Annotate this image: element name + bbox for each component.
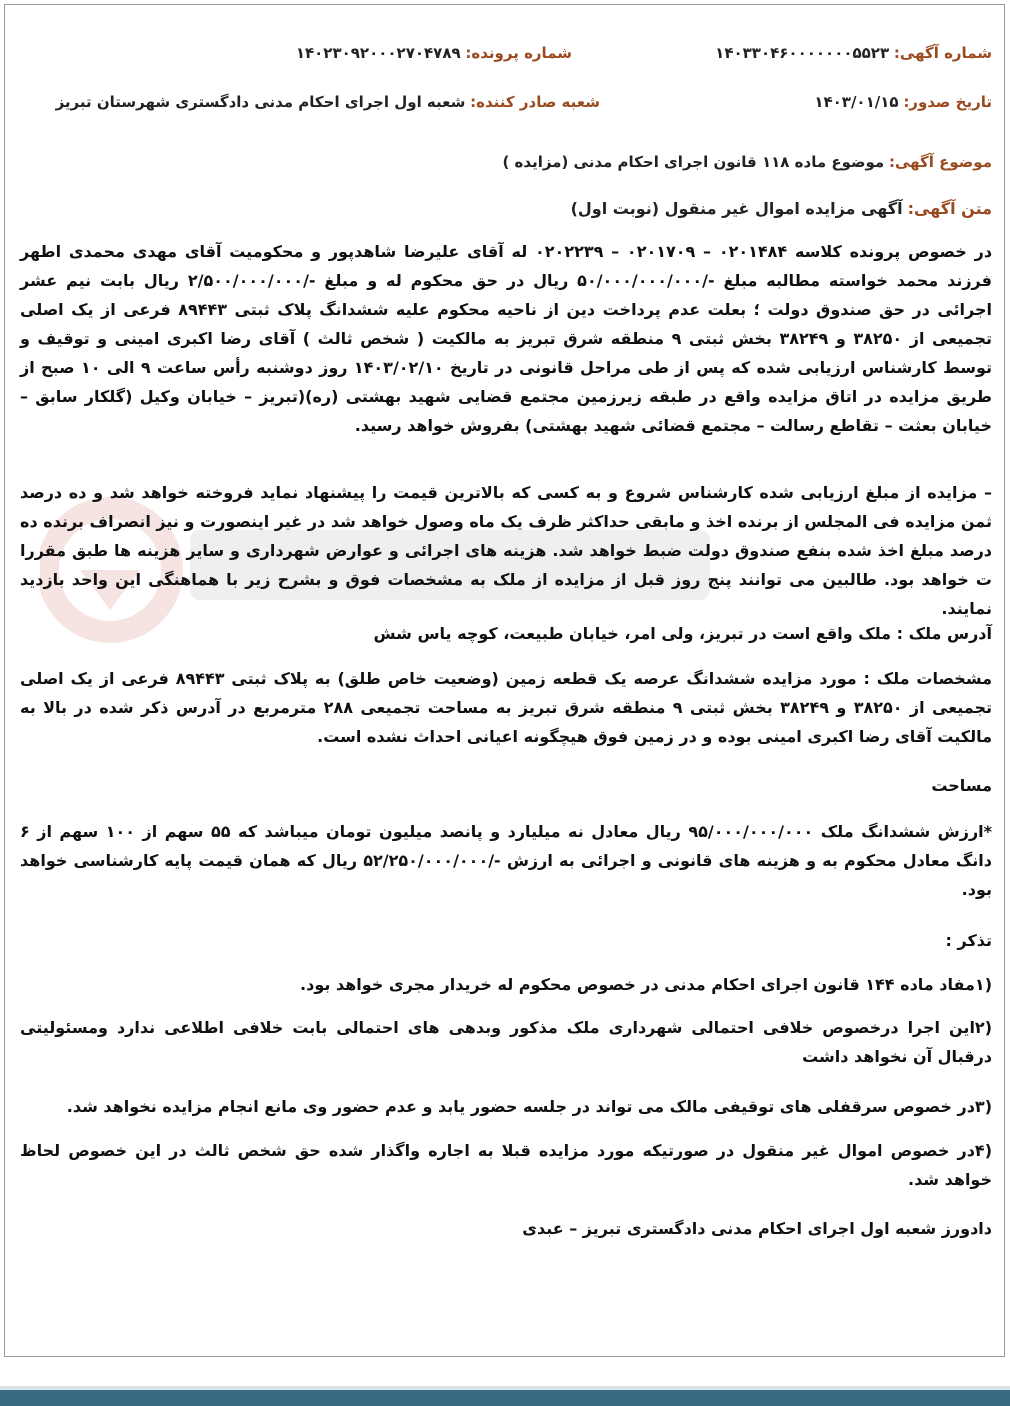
property-specs: مشخصات ملک : مورد مزایده ششدانگ عرصه یک قطعه زمین (وضعیت خاص طلق) به پلاک ثبتی ۸۹۴۴۳ فرعی از یک اصلی تجمیعی از ۳۸۲۵۰ و ۳۸۲۴۹ بخش ثبتی ۹ منطقه شرق تبریز به مساحت تجمیعی ۲۸۸ مترمربع در آدرس ذکر شده در بالا به مالکیت آقای رضا اکبری امینی بوده و در زمین فوق هیچگونه اعیانی احداث نشده است. [20, 669, 993, 746]
case-paragraph: در خصوص پرونده کلاسه ۰۲۰۱۴۸۴ – ۰۲۰۱۷۰۹ – ۰۲۰۲۲۳۹ له آقای علیرضا شاهدپور و محکومیت آقای مهدی محمدی اطهر فرزند محمد خواسته مطالبه مبلغ -/۵۰/۰۰۰/۰۰۰/۰۰۰ ریال در حق محکوم له و مبلغ -/۲/۵۰۰/۰۰۰/۰۰۰ ریال بابت نیم عشر اجرائی در حق صندوق دولت ؛ بعلت عدم پرداخت دین از ناحیه محکوم علیه ششدانگ پلاک ثبتی ۸۹۴۴۳ فرعی از یک اصلی تجمیعی از ۳۸۲۵۰ و ۳۸۲۴۹ بخش ثبتی ۹ منطقه شرق تبریز به مالکیت ( شخص ثالث ) آقای رضا اکبری امینی و توقیف و توسط کارشناس ارزیابی شده که پس از طی مراحل قانونی در تاریخ ۱۴۰۳/۰۲/۱۰ روز دوشنبه رأس ساعت ۹ الی ۱۰ صبح از طریق مزایده در اتاق مزایده واقع در طبقه زیرزمین مجتمع قضایی شهید بهشتی (ره)(تبریز – خیابان وکیل (گلکار سابق – خیابان بعثت – تقاطع رسالت – مجتمع قضائی شهید بهشتی) بفروش خواهد رسید. [20, 242, 993, 435]
property-value: *ارزش ششدانگ ملک ۹۵/۰۰۰/۰۰۰/۰۰۰ ریال معادل نه میلیارد و پانصد میلیون تومان میباشد که ۵۵ سهم از ۱۰۰ سهم از ۶ دانگ معادل محکوم به و هزینه های قانونی و اجرائی به ارزش -/۵۲/۲۵۰/۰۰۰/۰۰۰ ریال که همان قیمت پایه کارشناسی خواهد بود. [20, 822, 993, 899]
ad-number-row [715, 44, 992, 62]
case-number: ۱۴۰۲۳۰۹۲۰۰۰۲۷۰۴۷۸۹ [295, 44, 461, 62]
text-label: متن آگهی: [907, 199, 992, 218]
auction-terms-paragraph: – مزایده از مبلغ ارزیابی شده کارشناس شروع و به کسی که بالاترین قیمت را پیشنهاد نماید فروخته خواهد شد و ده درصد ثمن مزایده فی المجلس از برنده اخذ و مابقی حداکثر ظرف یک ماه وصول خواهد شد در غیر اینصورت و نیز انصراف برنده ده درصد مبلغ اخذ شده بنفع صندوق دولت ضبط خواهد شد. هزینه های اجرائی و عوارض شهرداری و سایر هزینه ها طبق مقررا ت خواهد بود. طالبین می توانند پنج روز قبل از مزایده از ملک به مشخصات فوق و بشرح زیر با هماهنگی این واحد بازدید نمایند. [20, 483, 992, 618]
note-3: (۳در خصوص سرقفلی های توقیفی مالک می تواند در جلسه حضور یابد و عدم حضور وی مانع انجام مزایده نخواهد شد. [66, 1097, 992, 1116]
issue-date-row [814, 93, 992, 111]
signature: دادورز شعبه اول اجرای احکام مدنی دادگستری تبریز – عبدی [522, 1219, 992, 1238]
ad-number-label: شماره آگهی: [893, 44, 992, 62]
note-2: (۲این اجرا درخصوص خلافی احتمالی شهرداری ملک مذکور وبدهی های احتمالی بابت خلافی اطلاعی ندارد ومسئولیتی درقبال آن نخواهد داشت [20, 1018, 992, 1066]
text-title-row [571, 199, 992, 218]
property-address: آدرس ملک : ملک واقع است در تبریز، ولی امر، خیابان طبیعت، کوچه یاس شش [373, 624, 992, 643]
subject-row [502, 153, 992, 171]
text-title: آگهی مزایده اموال غیر منقول (نوبت اول) [570, 199, 903, 218]
notes-heading: تذکر : [945, 931, 992, 950]
note-1: (۱مفاد ماده ۱۴۴ قانون اجرای احکام مدنی در خصوص محکوم له خریدار مجری خواهد بود. [300, 975, 992, 994]
subject: موضوع ماده ۱۱۸ قانون اجرای احکام مدنی (مزایده ) [502, 153, 885, 171]
bottom-bar [0, 1390, 1010, 1406]
issue-date: ۱۴۰۳/۰۱/۱۵ [814, 93, 899, 111]
ad-number: ۱۴۰۳۳۰۴۶۰۰۰۰۰۰۰۵۵۲۳ [715, 44, 890, 62]
issue-date-label: تاریخ صدور: [903, 93, 992, 111]
issuer: شعبه اول اجرای احکام مدنی دادگستری شهرستان تبریز [55, 93, 466, 111]
case-number-row [296, 44, 572, 62]
area-heading: مساحت [931, 776, 992, 795]
note-4: (۴در خصوص اموال غیر منقول در صورتیکه مورد مزایده قبلا به اجاره واگذار شده حق شخص ثالث در این خصوص لحاظ خواهد شد. [20, 1141, 992, 1189]
case-number-label: شماره پرونده: [465, 44, 572, 62]
issuer-row [56, 93, 600, 111]
issuer-label: شعبه صادر کننده: [470, 93, 600, 111]
subject-label: موضوع آگهی: [888, 153, 992, 171]
